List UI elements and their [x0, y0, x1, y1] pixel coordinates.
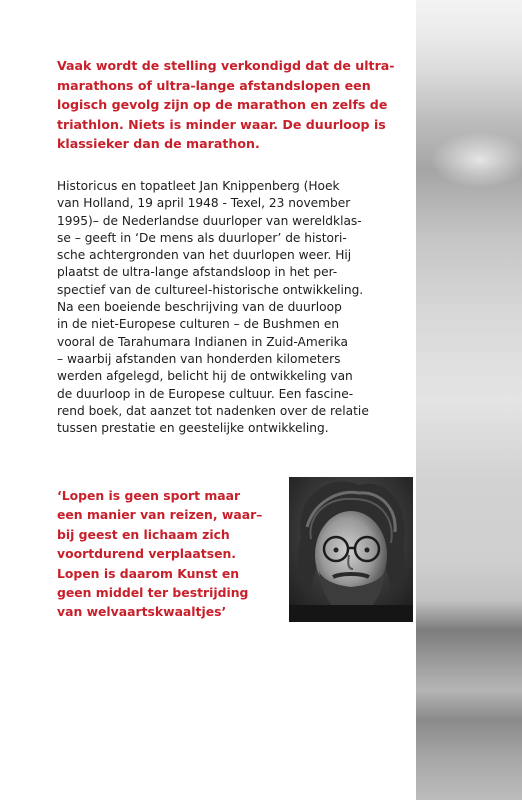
- lead-line: marathons of ultra-lange afstandslopen een: [57, 77, 371, 93]
- body-line: plaatst de ultra-lange afstandsloop in het per-: [57, 265, 338, 280]
- author-portrait-photo: [289, 477, 413, 622]
- body-line: sche achtergronden van het duurlopen weer. Hij: [57, 248, 352, 263]
- quote-line: van welvaartskwaaltjes’: [57, 604, 227, 620]
- quote-line: bij geest en lichaam zich: [57, 526, 230, 542]
- body-line: van Holland, 19 april 1948 - Texel, 23 november: [57, 196, 351, 211]
- body-line: se – geeft in ‘De mens als duurloper’ de histori-: [57, 230, 347, 245]
- quote-line: ‘Lopen is geen sport maar: [57, 488, 241, 503]
- lead-line: Vaak wordt de stelling verkondigd dat de ultra-: [57, 58, 395, 73]
- body-line: de duurloop in de Europese cultuur. Een fascine-: [57, 386, 354, 401]
- lead-line: triathlon. Niets is minder waar. De duurloop is: [57, 116, 386, 132]
- landscape-photo-strip: [416, 0, 522, 800]
- pull-quote: [57, 486, 282, 622]
- body-line: tussen prestatie en geestelijke ontwikkeling.: [57, 421, 329, 436]
- body-line: vooral de Tarahumara Indianen in Zuid-Amerika: [57, 334, 348, 349]
- body-line: Historicus en topatleet Jan Knippenberg (Hoek: [57, 179, 340, 193]
- quote-line: geen middel ter bestrijding: [57, 585, 249, 601]
- quote-line: een manier van reizen, waar–: [57, 507, 263, 523]
- lead-line: logisch gevolg zijn op de marathon en zelfs de: [57, 97, 388, 113]
- quote-line: voortdurend verplaatsen.: [57, 546, 237, 562]
- body-line: 1995)– de Nederlandse duurloper van wereldklas-: [57, 213, 362, 228]
- lead-paragraph: [57, 56, 402, 154]
- body-line: Na een boeiende beschrijving van de duurloop: [57, 300, 342, 315]
- body-line: spectief van de cultureel-historische ontwikkeling.: [57, 282, 364, 297]
- body-line: werden afgelegd, belicht hij de ontwikkeling van: [57, 369, 353, 384]
- lead-line: klassieker dan de marathon.: [57, 136, 260, 152]
- quote-line: Lopen is daarom Kunst en: [57, 565, 240, 581]
- body-line: in de niet-Europese culturen – de Bushmen en: [57, 317, 340, 332]
- body-line: – waarbij afstanden van honderden kilometers: [57, 351, 341, 366]
- body-paragraph: [57, 178, 407, 437]
- body-line: rend boek, dat aanzet tot nadenken over de relatie: [57, 403, 369, 418]
